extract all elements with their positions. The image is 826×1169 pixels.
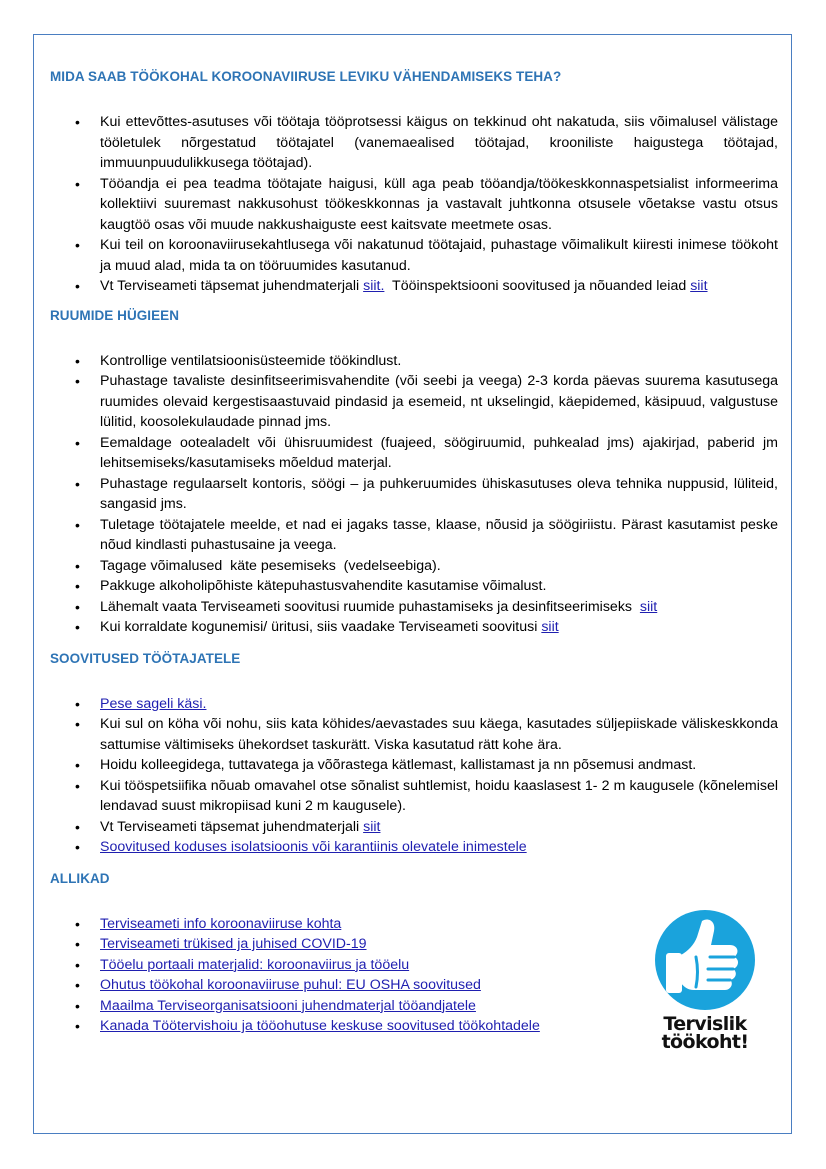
terviseamet-guide-link[interactable]: siit. bbox=[363, 278, 385, 294]
list-item: • Pakkuge alkoholipõhiste kätepuhastusvahendite kasutamise võimalust. bbox=[50, 576, 778, 597]
list-item bbox=[50, 694, 778, 715]
source-link-who[interactable]: Maailma Terviseorganisatsiooni juhendmaterjal tööandjatele bbox=[100, 997, 476, 1014]
source-link-eu-osha[interactable]: Ohutus töökohal koroonaviiruse puhul: EU OSHA soovitused bbox=[100, 977, 481, 993]
document-content bbox=[50, 68, 778, 1037]
cleaning-guide-link[interactable]: siit bbox=[639, 598, 658, 615]
list-item: • Vt Terviseameti täpsemat juhendmaterjali siit. Tööinspektsiooni soovitused ja nõuanded leiad siit bbox=[50, 276, 778, 297]
logo-text: Tervislik töökoht! bbox=[661, 1013, 749, 1053]
events-guide-link[interactable]: siit bbox=[541, 619, 559, 635]
list-item: • Tööandja ei pea teadma töötajate haigusi, küll aga peab tööandja/töökeskkonnaspetsialist informeerima kollektiivi suuremast nakkusohust töökeskkonnas ja vastavalt juhtkonna otsusele võetakse vastu otsus kaugtöö osas või muude nakkushaiguste eest kaitsvate meetmete osas. bbox=[50, 174, 778, 236]
list-item bbox=[50, 837, 778, 858]
list-item: • Hoidu kolleegidega, tuttavatega ja võõrastega kätlemast, kallistamast ja nn põsemusi andmast. bbox=[50, 755, 778, 776]
list-item: • Tuletage töötajatele meelde, et nad ei jagaks tasse, klaase, nõusid ja söögiriistu. Pärast kasutamist peske nõud kindlasti puhastusaine ja veega. bbox=[50, 515, 778, 556]
source-link-canada[interactable]: Kanada Töötervishoiu ja tööohutuse keskuse soovitused töökohtadele bbox=[100, 1018, 540, 1034]
list-item: • Kui sul on köha või nohu, siis kata köhides/aevastades suu käega, kasutades süljepiiskade väliskeskkonda sattumise vältimiseks ühekordset taskurätt. Viska kasutatud rätt kohe ära. bbox=[50, 714, 778, 755]
hygiene-list bbox=[50, 351, 778, 638]
list-item: • Kontrollige ventilatsioonisüsteemide töökindlust. bbox=[50, 351, 778, 372]
tooinspektsioon-link[interactable]: siit bbox=[690, 278, 708, 294]
source-link-terviseamet-info[interactable]: Terviseameti info koroonaviiruse kohta bbox=[100, 915, 342, 932]
employee-guide-link[interactable]: siit bbox=[363, 818, 381, 835]
workplace-list bbox=[50, 112, 778, 297]
section-title-workplace: MIDA SAAB TÖÖKOHAL KOROONAVIIRUSE LEVIKU VÄHENDAMISEKS TEHA? bbox=[50, 69, 562, 84]
section-title-hygiene: RUUMIDE HÜGIEEN bbox=[50, 307, 180, 323]
list-item: • Eemaldage ootealadelt või ühisruumidest (fuajeed, söögiruumid, puhkealad jms) ajakirjad, paberid jm lehitsemiseks/kasutamiseks mõeldud materjal. bbox=[50, 433, 778, 474]
thumbs-up-icon bbox=[650, 907, 760, 1013]
list-item: • Puhastage regulaarselt kontoris, söögi – ja puhkeruumides ühiskasutuses oleva tehnika nuppusid, lüliteid, sangasid jms. bbox=[50, 474, 778, 515]
list-item: • Puhastage tavaliste desinfitseerimisvahendite (või seebi ja veega) 2-3 korda päevas suurema kasutusega ruumides olevaid kergestisaastuvaid pindasid ja esemeid, nt ukselingid, käepidemed, käsipuud, valgustuse lülitid, koosolekulaudade pinnad jms. bbox=[50, 371, 778, 433]
section-title-employees: SOOVITUSED TÖÖTAJATELE bbox=[50, 650, 241, 666]
list-item: • Kui tööspetsiifika nõuab omavahel otse sõnalist suhtlemist, hoidu kaaslasest 1- 2 m kaugusele (kõnelemisel lendavad suust mikropiisad kuni 2 m kaugusele). bbox=[50, 776, 778, 817]
list-item: • Lähemalt vaata Terviseameti soovitusi ruumide puhastamiseks ja desinfitseerimiseks siit bbox=[50, 597, 778, 618]
tervislik-tookoht-logo bbox=[650, 907, 760, 1057]
list-item: • Vt Terviseameti täpsemat juhendmaterjali siit bbox=[50, 817, 778, 838]
employees-list bbox=[50, 694, 778, 858]
list-item: • Kui teil on koroonaviirusekahtlusega või nakatunud töötajaid, puhastage võimalikult kiiresti inimese töökoht ja muud alad, mida ta on tööruumides kasutanud. bbox=[50, 235, 778, 276]
isolation-guide-link[interactable]: Soovitused koduses isolatsioonis või karantiinis olevatele inimestele bbox=[100, 839, 527, 855]
source-link-terviseamet-prints[interactable]: Terviseameti trükised ja juhised COVID-19 bbox=[100, 936, 367, 952]
section-title-sources: ALLIKAD bbox=[50, 870, 110, 886]
list-item: • Kui korraldate kogunemisi/ üritusi, siis vaadake Terviseameti soovitusi siit bbox=[50, 617, 778, 638]
wash-hands-link[interactable]: Pese sageli käsi. bbox=[100, 695, 207, 712]
list-item: • Tagage võimalused käte pesemiseks (vedelseebiga). bbox=[50, 556, 778, 577]
source-link-tooelu[interactable]: Tööelu portaali materjalid: koroonaviirus ja tööelu bbox=[100, 956, 410, 973]
list-item: • Kui ettevõttes-asutuses või töötaja tööprotsessi käigus on tekkinud oht nakatuda, siis võimalusel välistage tööletulek nõrgestatud töötajatel (vanemaealised töötajad, krooniliste haigustega töötajad, immuunpuudulikkusega töötajad). bbox=[50, 112, 778, 174]
